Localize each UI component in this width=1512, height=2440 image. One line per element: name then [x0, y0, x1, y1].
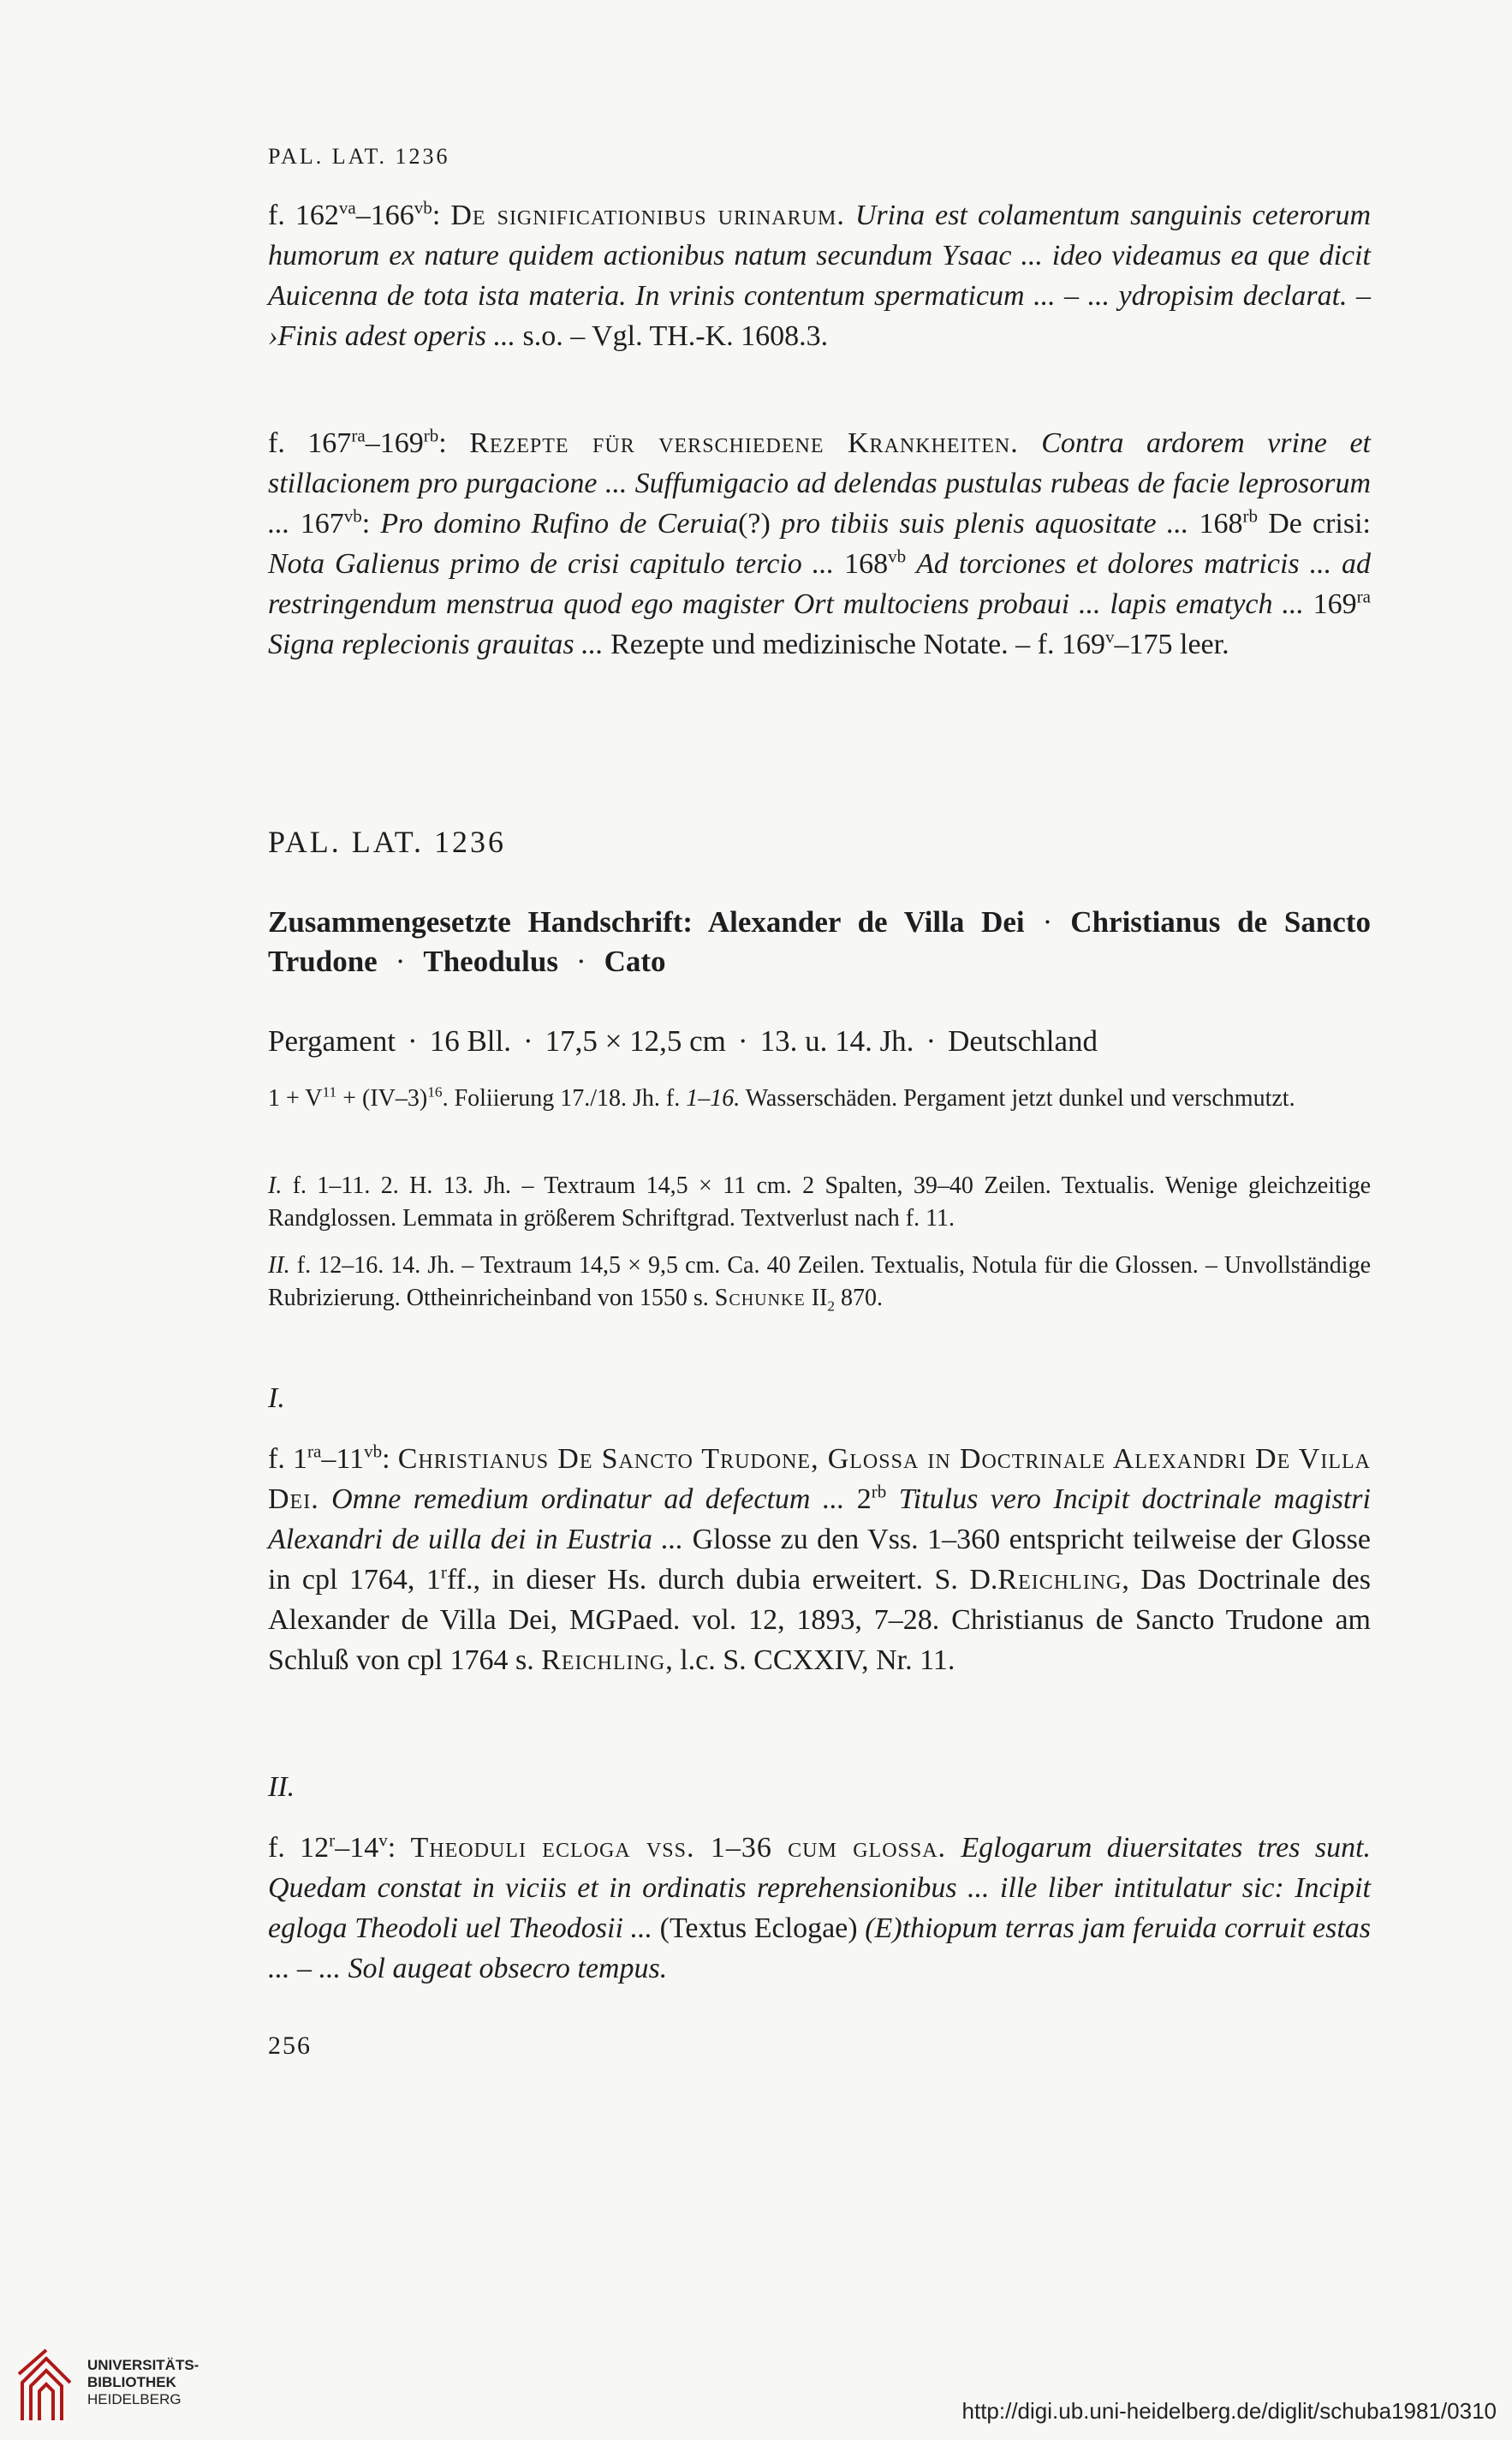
footer	[0, 2323, 1512, 2440]
separator: ·	[737, 1024, 748, 1058]
material-line	[268, 1022, 1371, 1061]
separator: ·	[408, 1024, 418, 1058]
collation-part: Wasserschäden. Pergament jetzt dunkel und verschmutzt.	[745, 1085, 1295, 1112]
part-label: II.	[268, 1252, 290, 1279]
author-ref: Reichling	[997, 1564, 1122, 1596]
reference: 870.	[835, 1285, 884, 1311]
source-url-link[interactable]: http://digi.ub.uni-heidelberg.de/diglit/schuba1981/0310	[961, 2398, 1497, 2424]
section-II	[268, 1828, 1371, 1989]
rubric: De crisi:	[1268, 508, 1372, 540]
folio-ref: –169	[365, 427, 424, 459]
material-item: Pergament	[268, 1024, 396, 1058]
section-II-text	[268, 1828, 1371, 1989]
folio-sup: vb	[364, 1441, 383, 1462]
material-item: 13. u. 14. Jh.	[759, 1024, 914, 1058]
manuscript-title	[268, 903, 1371, 981]
collation-sup: 16	[427, 1083, 443, 1101]
signature-heading: PAL. LAT. 1236	[268, 825, 507, 859]
separator: ·	[575, 945, 586, 978]
folio-sup: vb	[343, 505, 362, 527]
entry-heading: Theoduli ecloga vss. 1–36 cum glossa.	[410, 1832, 947, 1864]
incipit: Titulus vero Incipit doctrinale magistri Alexandri de uilla dei in Eustria ...	[268, 1483, 1371, 1555]
section-I-mark	[268, 1382, 1371, 1415]
folio-ref: –14	[335, 1832, 379, 1864]
folio-ref: f. 1	[268, 1443, 307, 1475]
folio-sup: r	[440, 1561, 447, 1583]
folio-sup: rb	[1242, 505, 1258, 527]
library-logo-icon	[17, 2348, 77, 2424]
colon: :	[382, 1443, 390, 1475]
note: ff., in dieser Hs. durch dubia erweitert. S. D.	[446, 1564, 998, 1596]
section-label: I.	[268, 1382, 285, 1414]
entry-heading: Christianus De Sancto Trudone, Glossa in Doctrinale Alexandri De Villa Dei.	[268, 1443, 1372, 1515]
note: (Textus Eclogae)	[659, 1912, 858, 1944]
folio-sup: ra	[351, 425, 366, 446]
colon: :	[387, 1832, 396, 1864]
title-part: Christianus de Sancto Trudone	[268, 905, 1371, 978]
folio-ref: 168	[844, 548, 889, 580]
folio-ref: 169	[1313, 588, 1357, 620]
folio-sup: va	[338, 197, 356, 218]
entry-recipes-text: f. $167^{ra}-169^{rb}$: Rezepte für verschiedene Krankheiten. Contra ardorem vrine et stillacionem pro purgacione ... Suffumigacio ad delendas pustulas rubeas de facie leprosorum ... $167^{vb}$: Pro domino Rufino de Ceruia(?) pro tibiis suis plenis aquositate ... $168^{rb}$ De crisi: Nota Galienus primo de crisi capitulo tercio ... $168^{vb}$ Ad torciones et dolores matricis ... ad restringendum menstrua quod ego magister Ort multociens probaui ... lapis ematych ... $169^{ra}$ Signa replecionis grauitas ... Rezepte und medizinische Notate. – f. 169$^v$–175 leer.	[268, 425, 1372, 660]
page-number: 256	[268, 2031, 312, 2060]
part-II-description-text	[268, 1250, 1371, 1315]
collation-part: . Foliierung 17./18. Jh. f.	[442, 1085, 681, 1112]
section-I-text	[268, 1439, 1371, 1680]
title-part: Cato	[604, 945, 666, 978]
collation-sup: 11	[322, 1083, 337, 1101]
collation-part: + (IV–3)	[336, 1085, 428, 1112]
incipit: Ad torciones et dolores matricis ... ad restringendum menstrua quod ego magister Ort multociens probaui ... lapis ematych ...	[268, 548, 1372, 620]
separator: ·	[395, 945, 406, 978]
entry-urine-text	[268, 195, 1371, 356]
incipit: Nota Galienus primo de crisi capitulo tercio ...	[268, 548, 835, 580]
collation-part: 1 + V	[268, 1085, 323, 1112]
folio-sup: ra	[1356, 586, 1371, 607]
incipit: Pro domino Rufino de Ceruia	[380, 508, 739, 540]
part-I-description-text	[268, 1170, 1371, 1235]
folio-sup: rb	[871, 1481, 887, 1502]
collation	[268, 1083, 1371, 1115]
part-label: I.	[268, 1172, 283, 1199]
collation-text	[268, 1083, 1371, 1115]
running-head: PAL. LAT. 1236	[268, 144, 450, 169]
note: Rezepte und medizinische Notate. – f. 169	[610, 629, 1105, 660]
incipit: Eglogarum diuersitates tres sunt. Quedam constat in viciis et in ordinatis reprehensionibus ... ille liber intitulatur sic: Incipit egloga Theodoli uel Theodosii ...	[268, 1832, 1372, 1944]
author-ref: Schunke	[714, 1285, 806, 1311]
incipit: Contra ardorem vrine et stillacionem pro purgacione ... Suffumigacio ad delendas pustulas rubeas de facie leprosorum ...	[268, 427, 1372, 540]
title-text	[268, 903, 1371, 981]
section-label: II.	[268, 1771, 295, 1803]
institution-line: HEIDELBERG	[87, 2391, 182, 2407]
folio-ref: f. 167	[268, 427, 352, 459]
reference: II	[811, 1285, 828, 1311]
entry-heading: Rezepte für verschiedene Krankheiten.	[469, 427, 1019, 459]
entry-heading: De significationibus urinarum.	[450, 200, 845, 231]
folio-sup: r	[329, 1829, 336, 1851]
incipit: (E)thiopum terras jam feruida corruit estas ... – ... Sol augeat obsecro tempus.	[268, 1912, 1372, 1984]
folio-ref: 167	[300, 508, 344, 540]
title-part: Theodulus	[423, 945, 558, 978]
separator: ·	[523, 1024, 533, 1058]
folio-ref: f. 12	[268, 1832, 330, 1864]
incipit: Urina est colamentum sanguinis ceterorum humorum ex nature quidem actionibus natum secundum Ysaac ... ideo videamus ea que dicit Auicenna de tota ista materia. In vrinis contentum spermaticum ... – ... ydropisim declarat. – ›Finis adest operis ...	[268, 200, 1372, 352]
material-text	[268, 1022, 1371, 1061]
collation-part: 1–16.	[686, 1085, 741, 1112]
folio-ref: –166	[355, 200, 414, 231]
folio-ref: 168	[1199, 508, 1243, 540]
note: , Das Doctrinale des Alexander de Villa Dei, MGPaed. vol. 12, 1893, 7–28. Christianus de Sancto Trudone am Schluß von cpl 1764 s.	[268, 1564, 1371, 1676]
part-II-description	[268, 1250, 1371, 1315]
note: , l.c. S. CCXXIV, Nr. 11.	[665, 1644, 955, 1676]
title-part: Zusammengesetzte Handschrift: Alexander de Villa Dei	[268, 905, 1025, 939]
note: –175 leer.	[1114, 629, 1229, 660]
colon: :	[432, 200, 441, 231]
part-I-description	[268, 1170, 1371, 1235]
folio-sup: v	[1104, 626, 1115, 647]
entry-urine	[268, 195, 1371, 356]
folio-sup: v	[378, 1829, 388, 1851]
folio-sup: vb	[414, 197, 432, 218]
folio-ref: –11	[321, 1443, 365, 1475]
part-description: f. 1–11. 2. H. 13. Jh. – Textraum 14,5 × 11 cm. 2 Spalten, 39–40 Zeilen. Textualis. Wenige gleichzeitige Randglossen. Lemmata in größerem Schriftgrad. Textverlust nach f. 11.	[268, 1172, 1372, 1232]
incipit: Signa replecionis grauitas ...	[268, 629, 604, 660]
incipit: pro tibiis suis plenis aquositate ...	[781, 508, 1189, 540]
section-II-mark	[268, 1771, 1371, 1804]
institution-line: BIBLIOTHEK	[87, 2374, 176, 2390]
separator: ·	[926, 1024, 937, 1058]
material-item: 16 Bll.	[429, 1024, 511, 1058]
material-item: Deutschland	[948, 1024, 1098, 1058]
part-description: f. 12–16. 14. Jh. – Textraum 14,5 × 9,5 cm. Ca. 40 Zeilen. Textualis, Notula für die Glossen. – Unvollständige Rubrizierung. Ottheinricheinband von 1550 s.	[268, 1252, 1372, 1311]
material-item: 17,5 × 12,5 cm	[545, 1024, 726, 1058]
folio-sup: ra	[307, 1441, 322, 1462]
query-mark: (?)	[738, 508, 771, 540]
entry-recipes	[268, 423, 1371, 665]
colon: :	[438, 427, 447, 459]
folio-ref: f. 162	[268, 200, 339, 231]
incipit: Omne remedium ordinatur ad defectum ...	[331, 1483, 845, 1515]
folio-sup: rb	[423, 425, 439, 446]
author-ref: Reichling	[541, 1644, 666, 1676]
note: Glosse zu den Vss. 1–360 entspricht teilweise der Glosse in cpl 1764, 1	[268, 1524, 1372, 1596]
reference-sub: 2	[827, 1298, 836, 1315]
institution-line: UNIVERSITÄTS-	[87, 2357, 199, 2373]
folio-ref: 2	[856, 1483, 872, 1515]
separator: ·	[1042, 905, 1053, 939]
institution-name	[87, 2357, 199, 2408]
reference: s.o. – Vgl. TH.-K. 1608.3.	[522, 320, 829, 352]
folio-sup: vb	[888, 546, 907, 567]
section-I	[268, 1439, 1371, 1680]
